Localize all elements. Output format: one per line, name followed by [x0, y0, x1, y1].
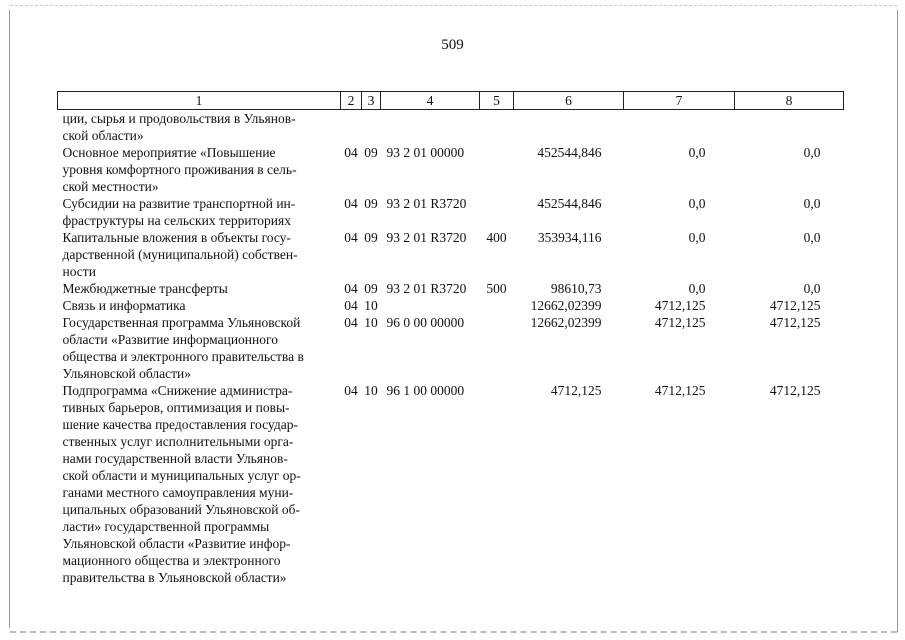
text-line: шение качества предоставления государ- [62, 417, 298, 432]
expense-type-code [480, 382, 514, 586]
subsection-code: 09 [364, 281, 378, 296]
scan-top-edge [10, 5, 897, 6]
text-line: уровня комфортного проживания в сель- [62, 162, 297, 177]
text-line: правительства в Ульяновской области» [62, 570, 287, 585]
amount-col8: 0,0 [803, 145, 821, 160]
text-line: Капитальные вложения в объекты госу- [62, 230, 291, 245]
target-article-code: 93 2 01 R3720 [386, 281, 467, 296]
text-line: дарственной (муниципальной) собствен- [62, 247, 298, 262]
text-line: ской области и муниципальных услуг ор- [62, 468, 301, 483]
amount-col7: 4712,125 [654, 298, 706, 313]
text-line: ской местности» [62, 179, 159, 194]
section-code: 04 [344, 145, 358, 160]
text-line: ской области» [62, 128, 144, 143]
target-article-code: 93 2 01 R3720 [386, 230, 467, 245]
row-name [58, 144, 341, 195]
continuation-row [58, 110, 844, 145]
budget-table [57, 91, 844, 586]
column-header: 2 [341, 92, 362, 110]
text-line: Основное мероприятие «Повышение [62, 145, 276, 160]
amount-col7: 4712,125 [654, 315, 706, 330]
section-code: 04 [344, 196, 358, 211]
amount-col8: 0,0 [803, 196, 821, 211]
column-header: 4 [381, 92, 480, 110]
column-header: 1 [58, 92, 341, 110]
target-article-code: 93 2 01 00000 [386, 145, 465, 160]
amount-col6: 452544,846 [537, 145, 602, 160]
text-line: ции, сырья и продовольствия в Ульянов- [62, 111, 296, 126]
expense-type-code [480, 195, 514, 229]
amount-col6: 452544,846 [537, 196, 602, 211]
text-line: области «Развитие информационного [62, 332, 278, 347]
amount-col6: 353934,116 [537, 230, 602, 245]
scan-right-edge [897, 10, 898, 632]
scan-bottom-edge [10, 631, 897, 633]
text-line: ласти» государственной программы [62, 519, 270, 534]
text-line: Подпрограмма «Снижение администра- [62, 383, 293, 398]
table-row [58, 195, 844, 229]
amount-col8: 0,0 [803, 281, 821, 296]
amount-col7: 0,0 [688, 196, 706, 211]
column-header: 6 [514, 92, 624, 110]
subsection-code: 09 [364, 145, 378, 160]
subsection-code: 10 [364, 315, 378, 330]
amount-col6: 4712,125 [550, 383, 602, 398]
table-body [58, 92, 844, 587]
section-code: 04 [344, 281, 358, 296]
amount-col6: 98610,73 [550, 281, 602, 296]
text-line: Ульяновской области «Развитие инфор- [62, 536, 291, 551]
target-article-code: 96 1 00 00000 [386, 383, 465, 398]
amount-col7: 0,0 [688, 145, 706, 160]
row-name [58, 229, 341, 280]
text-line: ственных услуг исполнительными орга- [62, 434, 294, 449]
section-code: 04 [344, 315, 358, 330]
table-header-row [58, 92, 844, 110]
target-article-code [381, 297, 480, 314]
row-name [58, 297, 341, 314]
scan-left-edge [9, 10, 10, 628]
text-line: Межбюджетные трансферты [62, 281, 228, 296]
expense-type-code: 500 [486, 281, 507, 296]
row-name [58, 280, 341, 297]
amount-col6: 12662,02399 [530, 298, 602, 313]
amount-col7: 0,0 [688, 230, 706, 245]
expense-type-code [480, 314, 514, 382]
target-article-code: 93 2 01 R3720 [386, 196, 467, 211]
amount-col8: 4712,125 [769, 298, 821, 313]
expense-type-code: 400 [486, 230, 507, 245]
column-header: 3 [362, 92, 381, 110]
table-row [58, 297, 844, 314]
text-line: тивных барьеров, оптимизация и повы- [62, 400, 290, 415]
amount-col8: 4712,125 [769, 383, 821, 398]
amount-col7: 0,0 [688, 281, 706, 296]
text-line: ципальных образований Ульяновской об- [62, 502, 300, 517]
text-line: Связь и информатика [62, 298, 186, 313]
continuation-text [58, 110, 341, 145]
amount-col8: 4712,125 [769, 315, 821, 330]
row-name [58, 382, 341, 586]
section-code: 04 [344, 383, 358, 398]
row-name [58, 195, 341, 229]
text-line: Ульяновской области» [62, 366, 192, 381]
text-line: Субсидии на развитие транспортной ин- [62, 196, 296, 211]
text-line: Государственная программа Ульяновской [62, 315, 301, 330]
section-code: 04 [344, 298, 358, 313]
text-line: общества и электронного правительства в [62, 349, 304, 364]
table-row [58, 382, 844, 586]
text-line: мационного общества и электронного [62, 553, 281, 568]
table-row [58, 144, 844, 195]
section-code: 04 [344, 230, 358, 245]
table-row [58, 314, 844, 382]
amount-col7: 4712,125 [654, 383, 706, 398]
amount-col6: 12662,02399 [530, 315, 602, 330]
amount-col8: 0,0 [803, 230, 821, 245]
column-header: 7 [624, 92, 735, 110]
expense-type-code [480, 144, 514, 195]
table-row [58, 280, 844, 297]
subsection-code: 10 [364, 298, 378, 313]
expense-type-code [480, 297, 514, 314]
text-line: фраструктуры на сельских территориях [62, 213, 291, 228]
subsection-code: 09 [364, 196, 378, 211]
page-number: 509 [441, 37, 464, 53]
column-header: 5 [480, 92, 514, 110]
text-line: нами государственной власти Ульянов- [62, 451, 288, 466]
subsection-code: 09 [364, 230, 378, 245]
subsection-code: 10 [364, 383, 378, 398]
target-article-code: 96 0 00 00000 [386, 315, 465, 330]
table-row [58, 229, 844, 280]
text-line: ганами местного самоуправления муни- [62, 485, 294, 500]
row-name [58, 314, 341, 382]
text-line: ности [62, 264, 96, 279]
column-header: 8 [735, 92, 844, 110]
